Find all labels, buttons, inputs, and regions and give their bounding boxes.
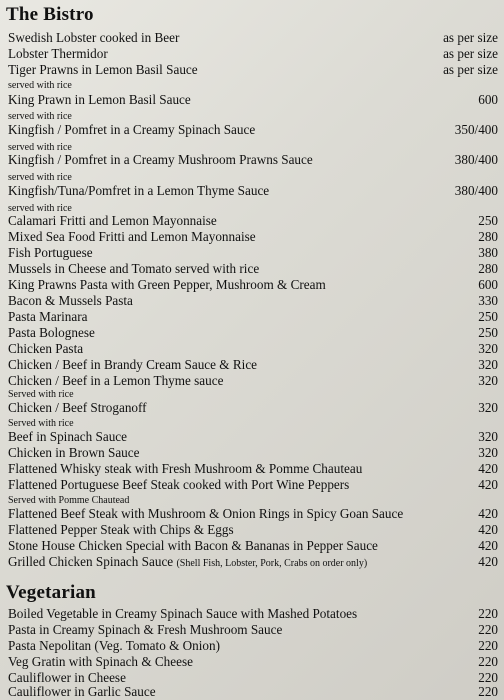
- item-note: served with rice: [8, 111, 72, 122]
- item-price: 280: [478, 261, 498, 276]
- menu-item: [8, 62, 498, 78]
- item-price: 280: [478, 229, 498, 244]
- menu-item: [8, 293, 498, 309]
- item-name: Chicken Pasta: [8, 341, 84, 356]
- item-price: 600: [478, 92, 498, 107]
- item-price: 380: [478, 245, 498, 260]
- section-title-bistro: The Bistro: [6, 4, 94, 25]
- item-note: served with rice: [8, 172, 72, 183]
- menu-item: [8, 684, 498, 700]
- menu-item: [8, 152, 498, 168]
- item-name: King Prawn in Lemon Basil Sauce: [8, 92, 191, 107]
- menu-item: [8, 325, 498, 341]
- item-name: Swedish Lobster cooked in Beer: [8, 30, 180, 45]
- item-note: Served with rice: [8, 418, 74, 429]
- item-price: 320: [478, 357, 498, 372]
- item-name: Chicken in Brown Sauce: [8, 445, 140, 460]
- item-price: 320: [478, 373, 498, 388]
- menu-item: [8, 277, 498, 293]
- item-price: 420: [478, 522, 498, 537]
- item-name: Veg Gratin with Spinach & Cheese: [8, 654, 193, 669]
- item-name: Flattened Beef Steak with Mushroom & Onion Rings in Spicy Goan Sauce: [8, 506, 404, 521]
- item-name: Flattened Portuguese Beef Steak cooked with Port Wine Peppers: [8, 477, 350, 492]
- menu-item: [8, 606, 498, 622]
- item-price: 330: [478, 293, 498, 308]
- menu-item: [8, 213, 498, 229]
- menu-item: [8, 538, 498, 554]
- item-name: Calamari Fritti and Lemon Mayonnaise: [8, 213, 217, 228]
- item-price: 250: [478, 309, 498, 324]
- menu-item: [8, 373, 498, 389]
- menu-item: [8, 229, 498, 245]
- menu-item: [8, 522, 498, 538]
- item-name: Fish Portuguese: [8, 245, 93, 260]
- item-name: Flattened Pepper Steak with Chips & Eggs: [8, 522, 234, 537]
- item-name: Cauliflower in Garlic Sauce: [8, 684, 156, 699]
- item-price: 220: [478, 606, 498, 621]
- menu-item: [8, 400, 498, 416]
- item-price: 220: [478, 638, 498, 653]
- item-price: 220: [478, 654, 498, 669]
- item-price: 250: [478, 325, 498, 340]
- item-name: Chicken / Beef in a Lemon Thyme sauce: [8, 373, 224, 388]
- item-price: 420: [478, 477, 498, 492]
- item-name: Chicken / Beef in Brandy Cream Sauce & Rice: [8, 357, 258, 372]
- item-price: 220: [478, 684, 498, 699]
- item-name: Flattened Whisky steak with Fresh Mushroom & Pomme Chauteau: [8, 461, 363, 476]
- item-price: 380/400: [454, 183, 498, 198]
- item-name: Bacon & Mussels Pasta: [8, 293, 133, 308]
- item-name: Kingfish / Pomfret in a Creamy Spinach Sauce: [8, 122, 256, 137]
- item-note: Served with rice: [8, 389, 74, 400]
- item-note: served with rice: [8, 142, 72, 153]
- item-name: Pasta in Creamy Spinach & Fresh Mushroom Sauce: [8, 622, 283, 637]
- item-price: 420: [478, 538, 498, 553]
- item-price: 420: [478, 554, 498, 569]
- item-name: Lobster Thermidor: [8, 46, 108, 61]
- menu-item: [8, 309, 498, 325]
- menu-item: [8, 506, 498, 522]
- menu-item: [8, 245, 498, 261]
- menu-item: [8, 445, 498, 461]
- item-name: Mussels in Cheese and Tomato served with rice: [8, 261, 260, 276]
- item-price: 320: [478, 400, 498, 415]
- menu-item: [8, 30, 498, 46]
- menu-item: [8, 461, 498, 477]
- menu-item: [8, 92, 498, 108]
- item-price: as per size: [443, 46, 498, 61]
- menu-item: [8, 122, 498, 138]
- item-price: 420: [478, 506, 498, 521]
- item-name: Kingfish/Tuna/Pomfret in a Lemon Thyme Sauce: [8, 183, 270, 198]
- item-note: served with rice: [8, 80, 72, 91]
- item-name: Tiger Prawns in Lemon Basil Sauce: [8, 62, 198, 77]
- item-name: Pasta Bolognese: [8, 325, 95, 340]
- menu-item: [8, 341, 498, 357]
- item-price: 380/400: [454, 152, 498, 167]
- item-note: served with rice: [8, 203, 72, 214]
- item-name: Beef in Spinach Sauce: [8, 429, 128, 444]
- menu-item: [8, 429, 498, 445]
- item-price: 420: [478, 461, 498, 476]
- item-price: 320: [478, 341, 498, 356]
- item-price: as per size: [443, 30, 498, 45]
- menu-item: [8, 638, 498, 654]
- menu-item: [8, 183, 498, 199]
- item-price: 320: [478, 445, 498, 460]
- item-name: Boiled Vegetable in Creamy Spinach Sauce with Mashed Potatoes: [8, 606, 358, 621]
- menu-item: [8, 477, 498, 493]
- menu-item: [8, 261, 498, 277]
- item-name: Chicken / Beef Stroganoff: [8, 400, 147, 415]
- item-name: Grilled Chicken Spinach Sauce: [8, 554, 174, 569]
- item-name: Cauliflower in Cheese: [8, 670, 126, 685]
- menu-item: [8, 357, 498, 373]
- section-title-vegetarian: Vegetarian: [6, 582, 96, 603]
- item-price: 350/400: [454, 122, 498, 137]
- item-name: Pasta Marinara: [8, 309, 88, 324]
- item-suffix: (Shell Fish, Lobster, Pork, Crabs on order only): [176, 558, 368, 569]
- item-price: 250: [478, 213, 498, 228]
- item-price: 600: [478, 277, 498, 292]
- item-name: Stone House Chicken Special with Bacon & Bananas in Pepper Sauce: [8, 538, 378, 553]
- item-name: Kingfish / Pomfret in a Creamy Mushroom Prawns Sauce: [8, 152, 313, 167]
- item-price: as per size: [443, 62, 498, 77]
- item-price: 320: [478, 429, 498, 444]
- menu-item: [8, 622, 498, 638]
- item-price: 220: [478, 622, 498, 637]
- item-note: Served with Pomme Chautead: [8, 495, 130, 506]
- item-name: King Prawns Pasta with Green Pepper, Mushroom & Cream: [8, 277, 326, 292]
- menu-item: [8, 654, 498, 670]
- item-price: 220: [478, 670, 498, 685]
- item-name: Pasta Nepolitan (Veg. Tomato & Onion): [8, 638, 220, 653]
- menu-item: [8, 554, 498, 570]
- menu-item: [8, 46, 498, 62]
- item-name: Mixed Sea Food Fritti and Lemon Mayonnaise: [8, 229, 256, 244]
